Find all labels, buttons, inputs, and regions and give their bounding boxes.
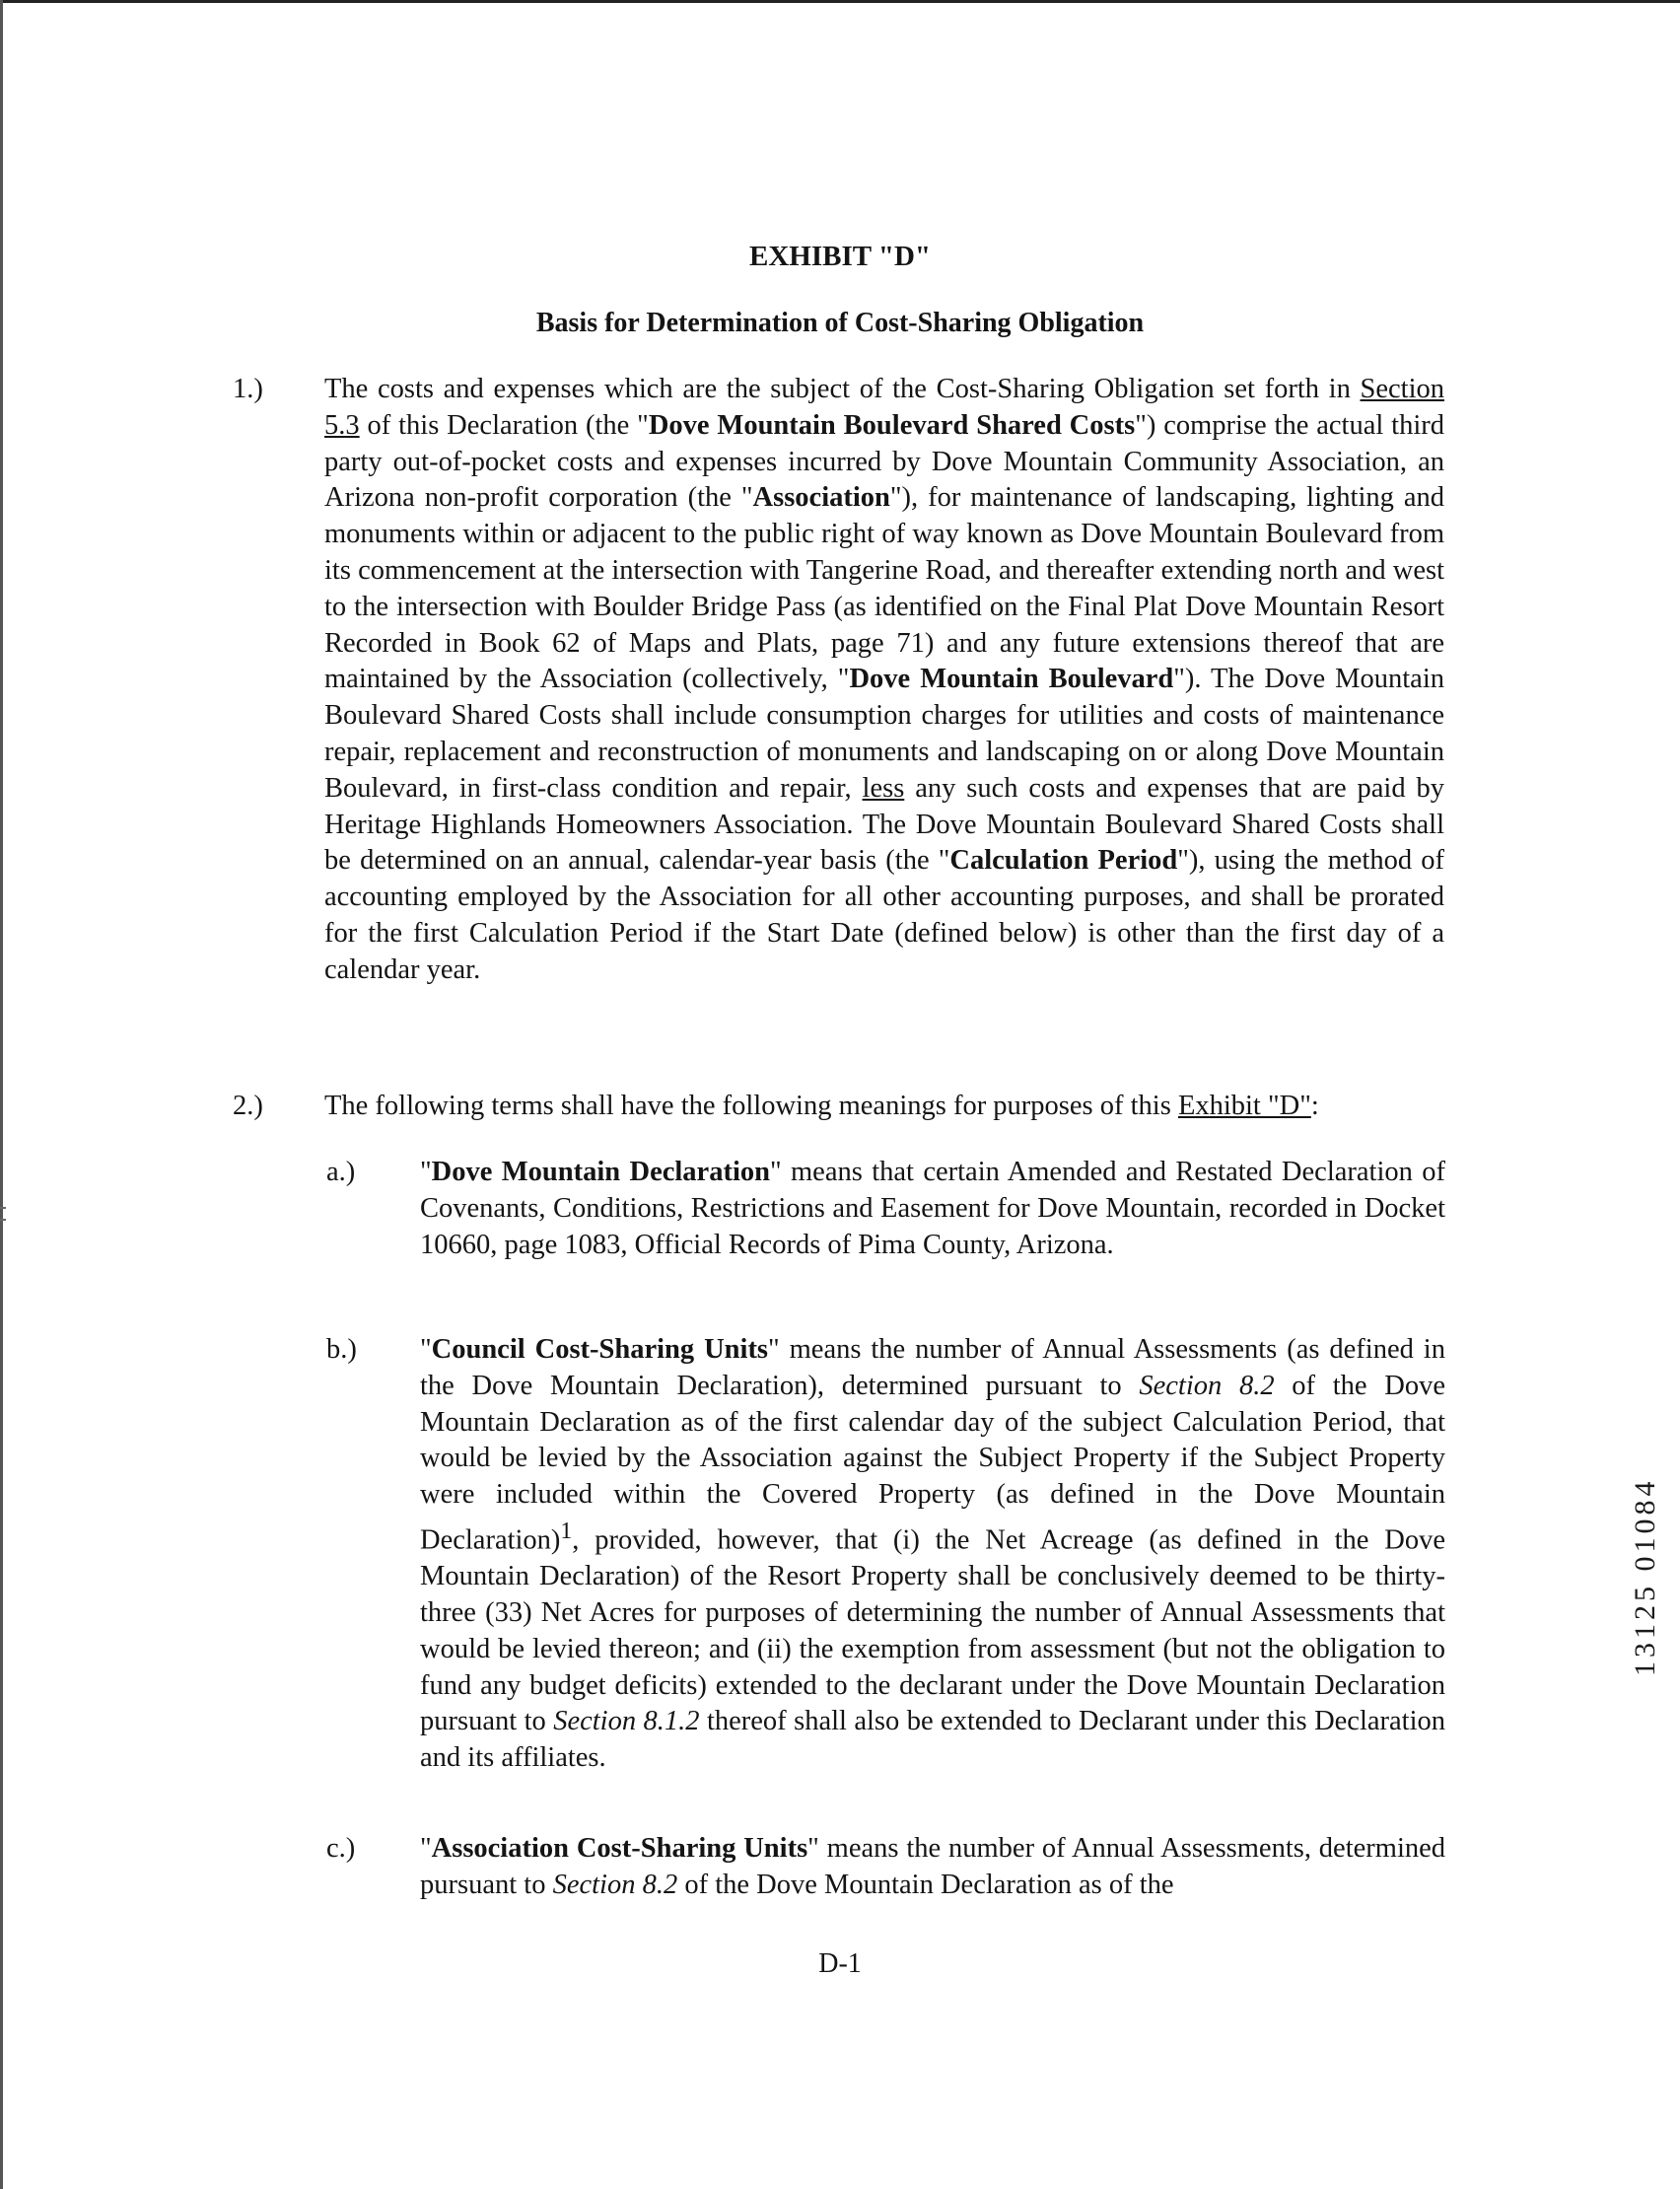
item-c-paragraph (420, 1831, 1445, 1904)
text-run: "). The Dove Mountain Boulevard Shared Costs shall include consumption charges for utilities and costs of maintenance repair, replacement and reconstruction of monuments and landscaping on or along Dove Mountain Boulevard, in first-class condition and repair, (324, 664, 1444, 804)
text-run: " means the number of Annual Assessments, determined pursuant to (420, 1833, 1446, 1900)
text-run: thereof shall also be extended to Declarant under this Declaration and its affiliates. (420, 1706, 1446, 1774)
defined-term: Calculation Period (949, 845, 1178, 877)
defined-term: Association (752, 482, 890, 514)
item-c-label: c.) (326, 1833, 356, 1864)
section-reference: Section 8.1.2 (553, 1706, 700, 1737)
exhibit-title: EXHIBIT "D" (749, 241, 931, 272)
section-reference: Section 5.3 (324, 374, 1444, 441)
text-run: : (1310, 1091, 1319, 1121)
defined-term: Council Cost-Sharing Units (431, 1334, 769, 1365)
scan-mark (0, 1219, 6, 1221)
text-run: ") comprise the actual third party out-of-pocket costs and expenses incurred by Dove Mountain Community Association, an Arizona non-profit corporation (the " (324, 409, 1444, 514)
section-reference: Section 8.2 (1139, 1370, 1275, 1401)
exhibit-subtitle: Basis for Determination of Cost-Sharing Obligation (535, 308, 1145, 338)
item-a-paragraph (420, 1155, 1445, 1263)
footnote-marker: 1 (560, 1518, 573, 1544)
text-run: The following terms shall have the following meanings for purposes of this (324, 1091, 1178, 1121)
section-2-number: 2.) (233, 1091, 263, 1121)
exhibit-reference: Exhibit "D" (1177, 1091, 1311, 1121)
text-run: " means that certain Amended and Restated Declaration of Covenants, Conditions, Restrictions and Easement for Dove Mountain, recorded in Docket 10660, page 1083, Official Records of Pima County, Arizona. (420, 1157, 1445, 1260)
recording-stamp: 13125 01084 (1629, 1477, 1661, 1676)
section-1-number: 1.) (233, 374, 263, 404)
text-run: any such costs and expenses that are paid by Heritage Highlands Homeowners Association. The Dove Mountain Boulevard Shared Costs shall be determined on an annual, calendar-year basis (the " (324, 772, 1445, 877)
defined-term: Association Cost-Sharing Units (431, 1833, 808, 1864)
text-run: of this Declaration (the " (359, 409, 649, 441)
item-b-paragraph (420, 1332, 1445, 1777)
underlined-word: less (862, 772, 905, 804)
item-a-label: a.) (326, 1157, 356, 1187)
defined-term: Dove Mountain Declaration (431, 1157, 770, 1187)
text-run: " (420, 1157, 432, 1187)
section-2-paragraph (324, 1089, 1444, 1125)
text-run: of the Dove Mountain Declaration as of the (677, 1869, 1174, 1900)
text-run: " means the number of Annual Assessments (as defined in the Dove Mountain Declaration), determined pursuant to (420, 1334, 1445, 1401)
text-run: " (420, 1833, 432, 1864)
defined-term: Dove Mountain Boulevard (849, 664, 1174, 695)
text-run: of the Dove Mountain Declaration as of the first calendar day of the subject Calculation Period, that would be levied by the Association against the Subject Property if the Subject Property were included within the Covered Property (as defined in the Dove Mountain Declaration) (420, 1370, 1445, 1556)
scan-mark (0, 1207, 6, 1209)
page-number: D-1 (818, 1948, 862, 1979)
text-run: " (420, 1334, 432, 1365)
item-b-label: b.) (326, 1334, 357, 1365)
scan-edge-top (0, 0, 1680, 3)
text-run: "), for maintenance of landscaping, lighting and monuments within or adjacent to the public right of way known as Dove Mountain Boulevard from its commencement at the intersection with Tangerine Road, and thereafter extending north and west to the intersection with Boulder Bridge Pass (as identified on the Final Plat Dove Mountain Resort Recorded in Book 62 of Maps and Plats, page 71) and any future extensions thereof that are maintained by the Association (collectively, " (324, 482, 1444, 695)
defined-term: Dove Mountain Boulevard Shared Costs (648, 409, 1136, 441)
section-reference: Section 8.2 (552, 1869, 678, 1900)
section-1-paragraph (324, 372, 1444, 989)
text-run: , provided, however, that (i) the Net Acreage (as defined in the Dove Mountain Declaration) of the Resort Property shall be conclusively deemed to be thirty-three (33) Net Acres for purposes of determining the number of Annual Assessments that would be levied thereon; and (ii) the exemption from assessment (but not the obligation to fund any budget deficits) extended to the declarant under the Dove Mountain Declaration pursuant to (420, 1524, 1445, 1737)
text-run: "), using the method of accounting employed by the Association for all other accounting purposes, and shall be prorated for the first Calculation Period if the Start Date (defined below) is other than the first day of a calendar year. (324, 845, 1445, 985)
text-run: The costs and expenses which are the subject of the Cost-Sharing Obligation set forth in (324, 374, 1361, 404)
